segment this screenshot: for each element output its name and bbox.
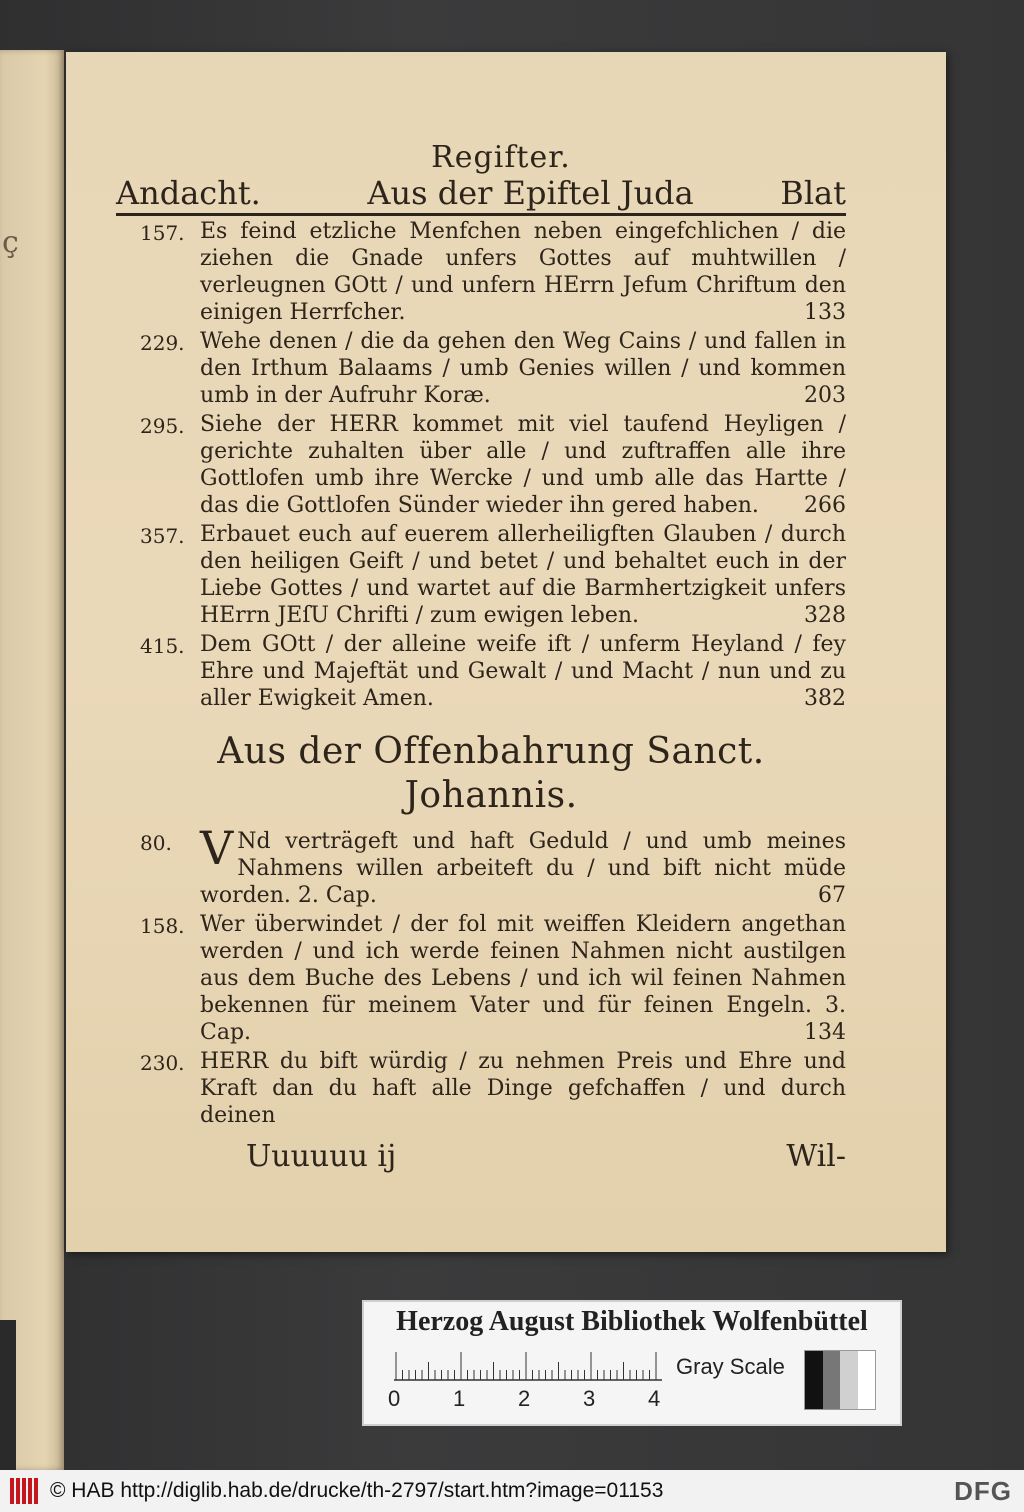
register-entry [116,631,846,712]
register-entry [116,328,846,409]
register-entry [116,411,846,519]
entry-number: 357. [140,524,185,548]
dfg-logo: DFG [954,1475,1012,1506]
previous-page-edge [0,50,64,1470]
section-title-revelation: Aus der Offenbahrung Sanct. Johannis. [217,731,765,816]
entry-number: 157. [140,221,185,245]
entry-page-number: 203 [804,383,846,408]
entry-body [200,218,846,326]
register-entry [116,218,846,326]
catchword: Wil- [786,1139,846,1174]
running-head: Regifter. [431,140,571,175]
page-footer [116,1139,846,1174]
entry-body [200,821,846,909]
gray-scale-label: Gray Scale [676,1354,785,1379]
column-head-andacht: Andacht. [116,174,261,212]
entry-page-number: 266 [804,493,846,518]
scanned-page [66,52,946,1252]
page-content [116,140,846,1174]
entry-page-number: 382 [804,686,846,711]
entry-number: 158. [140,914,185,938]
entry-body [200,521,846,629]
register-entry [116,521,846,629]
entry-text: Wehe denen / die da gehen den Weg Cains / und fallen in den Irthum Balaams / umb Genies willen / und kommen umb in der Aufruhr Koræ. [200,329,846,408]
gray-scale-swatches [804,1350,876,1410]
entry-text: Siehe der HERR kommet mit viel taufend Heyligen / gerichte zuhalten über alle / und zuftraffen alle ihre Gottlofen umb ihre Wercke / und umb alle das Hartte / das die Gottlofen Sünder wieder ihn gered haben. [200,412,846,518]
swatch-dark-gray [823,1351,841,1409]
entry-text: Es feind etzliche Menfchen neben eingefchlichen / die ziehen die Gnade unfers Gottes auf muhtwillen / verleugnen GOtt / und unfern HErrn Jefum Chriftum den einigen Herrfcher. [200,219,846,325]
entry-text: Dem GOtt / der alleine weife ift / unferm Heyland / fey Ehre und Majeftät und Gewalt / und Macht / nun und zu aller Ewigkeit Amen. [200,632,846,711]
color-chart-card [362,1300,902,1426]
revelation-entries [116,821,846,1129]
entry-text: Erbauet euch auf euerem allerheiligften Glauben / durch den heiligen Geift / und betet / und behaltet euch in der Liebe Gottes / und wartet auf die Barmhertzigkeit unfers HErrn JEſU Chrifti / zum ewigen leben. [200,522,846,628]
epistle-entries [116,218,846,712]
swatch-black [805,1351,823,1409]
register-entry [116,911,846,1046]
footer-bar [0,1470,1024,1512]
page-edge-shadow [0,1320,16,1470]
ruler-number-4: 4 [648,1386,661,1411]
entry-text: HERR du bift würdig / zu nehmen Preis und Ehre und Kraft dan du haft alle Dinge gefchaffen / und durch deinen [200,1049,846,1128]
entry-page-number: 133 [804,300,846,325]
entry-body [200,328,846,409]
library-name: Herzog August Bibliothek Wolfenbüttel [396,1306,868,1337]
swatch-light-gray [840,1351,858,1409]
entry-page-number: 67 [818,883,846,908]
entry-text: Wer überwindet / der fol mit weiffen Kleidern angethan werden / und ich werde feinen Nahmen nicht austilgen aus dem Buche des Lebens / und ich wil feinen Nahmen bekennen für meinem Vater und für feinen Engeln. 3. Cap. [200,912,846,1045]
entry-text: Nd verträgeft und haft Geduld / und umb meines Nahmens willen arbeiteft du / und bift nicht müde worden. 2. Cap. [200,829,846,908]
column-header-row [116,175,846,216]
entry-number: 229. [140,331,185,355]
entry-number: 80. [140,831,172,855]
copyright-link[interactable]: © HAB http://diglib.hab.de/drucke/th-2797/start.htm?image=01153 [50,1479,664,1502]
scale-ruler [394,1350,664,1384]
ruler-number-3: 3 [583,1386,596,1411]
column-head-blat: Blat [780,174,846,212]
entry-page-number: 134 [804,1020,846,1045]
ruler-number-1: 1 [453,1386,466,1411]
entry-body [200,631,846,712]
entry-number: 230. [140,1051,185,1075]
swatch-white [858,1351,876,1409]
hab-logo-icon [10,1478,38,1504]
register-entry [116,1048,846,1129]
drop-initial: V [200,821,234,875]
entry-body [200,911,846,1046]
entry-body [200,1048,846,1129]
entry-page-number: 328 [804,603,846,628]
ruler-number-2: 2 [518,1386,531,1411]
entry-number: 415. [140,634,185,658]
entry-body [200,411,846,519]
ruler-number-0: 0 [388,1386,401,1411]
entry-number: 295. [140,414,185,438]
signature-mark: Uuuuuu ij [246,1139,397,1174]
column-head-epistle: Aus der Epiftel Juda [367,174,694,212]
register-entry [116,821,846,909]
page-edge-mark: ç [2,225,19,260]
